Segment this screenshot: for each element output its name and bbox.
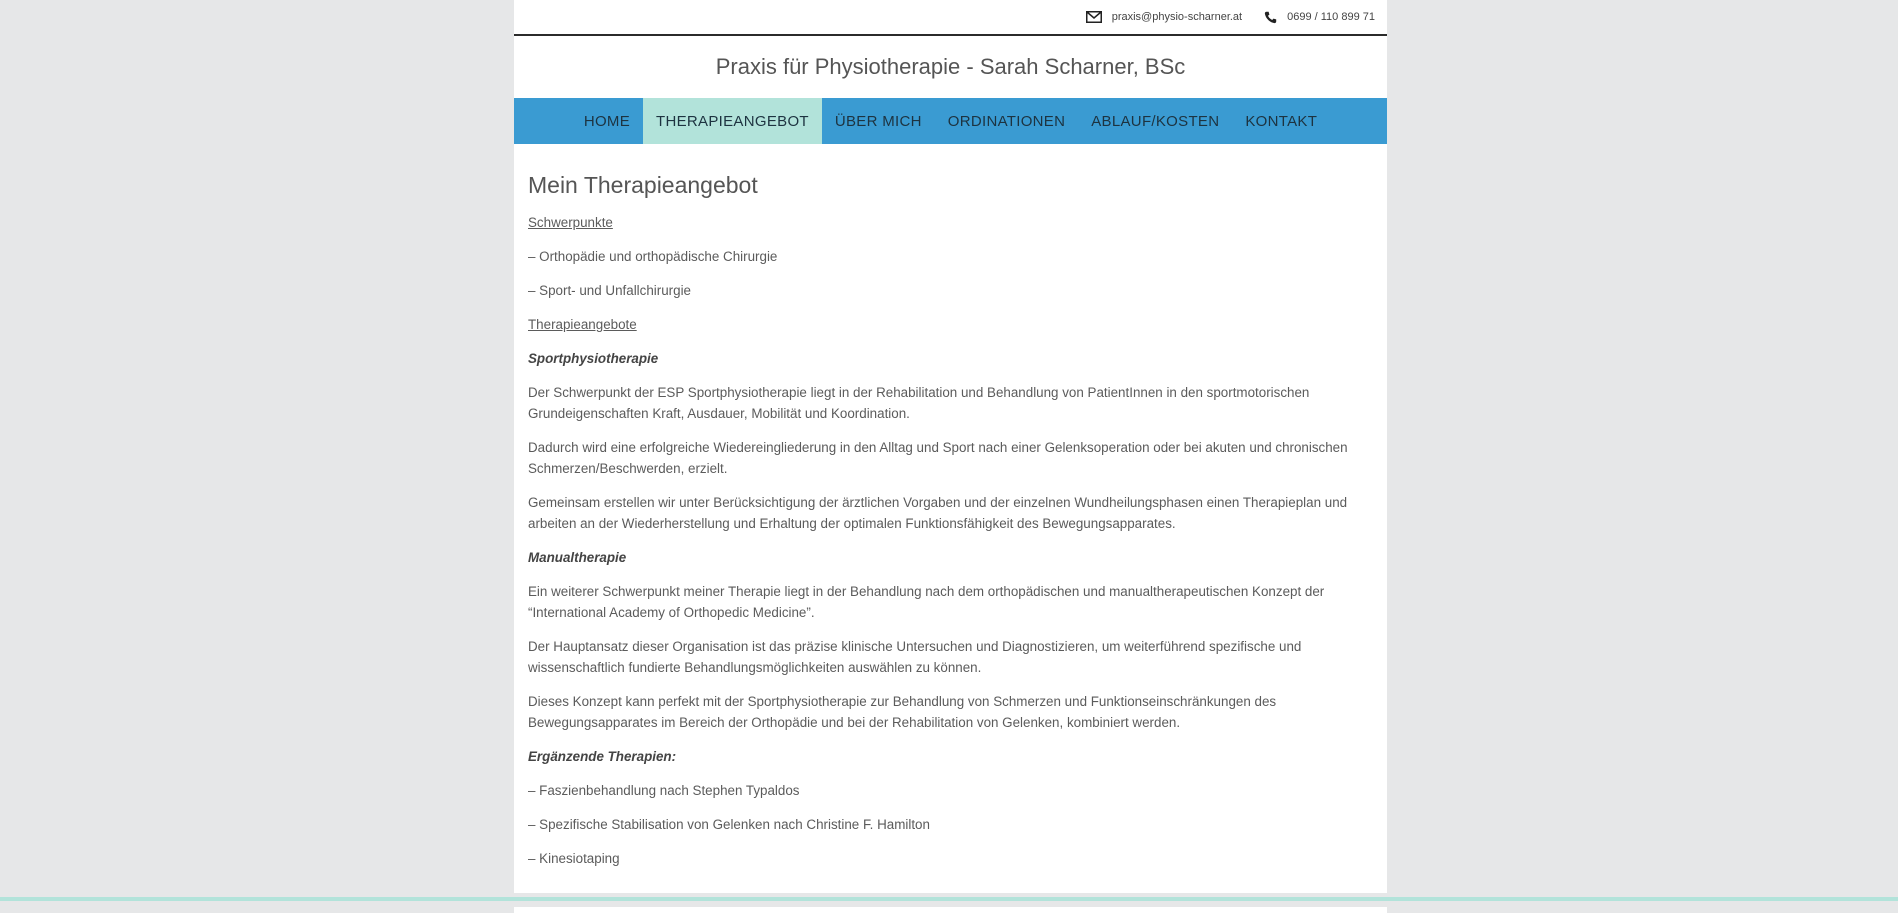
nav-item-therapieangebot[interactable]: THERAPIEANGEBOT bbox=[643, 98, 822, 144]
nav-item-ablauf-kosten[interactable]: ABLAUF/KOSTEN bbox=[1091, 112, 1220, 130]
sportphysiotherapie-heading: Sportphysiotherapie bbox=[528, 351, 659, 366]
schwerpunkte-label: Schwerpunkte bbox=[528, 215, 613, 230]
schwerpunkt-item: – Sport- und Unfallchirurgie bbox=[528, 283, 692, 298]
schwerpunkt-item: – Orthopädie und orthopädische Chirurgie bbox=[528, 249, 778, 264]
nav-item-ordinationen[interactable]: ORDINATIONEN bbox=[947, 112, 1066, 130]
footer-panel bbox=[514, 907, 1387, 913]
nav-item-kontakt[interactable]: KONTAKT bbox=[1245, 112, 1318, 130]
top-contact-bar bbox=[514, 0, 1387, 36]
manual-paragraph: Der Hauptansatz dieser Organisation ist das präzise klinische Untersuchen und Diagnostizieren, um weiterführend spezifische und wissenschaftlich fundierte Behandlungsmöglichkeiten auswählen zu können. bbox=[528, 639, 1302, 675]
main-content bbox=[514, 144, 1387, 869]
main-nav bbox=[514, 98, 1387, 144]
email-link[interactable]: praxis@physio-scharner.at bbox=[1111, 11, 1243, 23]
manualtherapie-heading: Manualtherapie bbox=[528, 550, 627, 565]
page-container bbox=[514, 0, 1387, 893]
phone-contact[interactable] bbox=[1264, 11, 1375, 24]
nav-item-home[interactable]: HOME bbox=[583, 112, 631, 130]
manual-paragraph: Ein weiterer Schwerpunkt meiner Therapie liegt in der Behandlung nach dem orthopädischen und manualtherapeutischen Konzept der “International Academy of Orthopedic Medicine”. bbox=[528, 584, 1325, 620]
email-contact[interactable] bbox=[1086, 11, 1242, 23]
envelope-icon bbox=[1086, 11, 1102, 23]
phone-link[interactable]: 0699 / 110 899 71 bbox=[1287, 11, 1375, 23]
site-title[interactable]: Praxis für Physiotherapie - Sarah Scharner, BSc bbox=[715, 54, 1186, 79]
phone-icon bbox=[1264, 11, 1277, 24]
page-heading: Mein Therapieangebot bbox=[528, 172, 758, 198]
therapieangebote-label: Therapieangebote bbox=[528, 317, 637, 332]
nav-item-ueber-mich[interactable]: ÜBER MICH bbox=[834, 112, 922, 130]
sport-paragraph: Gemeinsam erstellen wir unter Berücksichtigung der ärztlichen Vorgaben und der einzelnen Wundheilungsphasen einen Therapieplan und arbeiten an der Wiederherstellung und Erhaltung der optimalen Funktionsfähigkeit des Bewegungsapparates. bbox=[528, 495, 1348, 531]
ergaenzende-item: – Faszienbehandlung nach Stephen Typaldos bbox=[528, 783, 800, 798]
ergaenzende-heading: Ergänzende Therapien: bbox=[528, 749, 677, 764]
manual-paragraph: Dieses Konzept kann perfekt mit der Sportphysiotherapie zur Behandlung von Schmerzen und Funktionseinschränkungen des Bewegungsapparates im Bereich der Orthopädie und bei der Rehabilitation von Gelenken, kombiniert werden. bbox=[528, 694, 1277, 730]
sport-paragraph: Dadurch wird eine erfolgreiche Wiedereingliederung in den Alltag und Sport nach einer Gelenksoperation oder bei akuten und chronischen Schmerzen/Beschwerden, erzielt. bbox=[528, 440, 1348, 476]
sport-paragraph: Der Schwerpunkt der ESP Sportphysiotherapie liegt in der Rehabilitation und Behandlung von PatientInnen in den sportmotorischen Grundeigenschaften Kraft, Ausdauer, Mobilität und Koordination. bbox=[528, 385, 1310, 421]
ergaenzende-item: – Kinesiotaping bbox=[528, 851, 620, 866]
footer-accent-line bbox=[0, 897, 1898, 901]
ergaenzende-item: – Spezifische Stabilisation von Gelenken nach Christine F. Hamilton bbox=[528, 817, 930, 832]
